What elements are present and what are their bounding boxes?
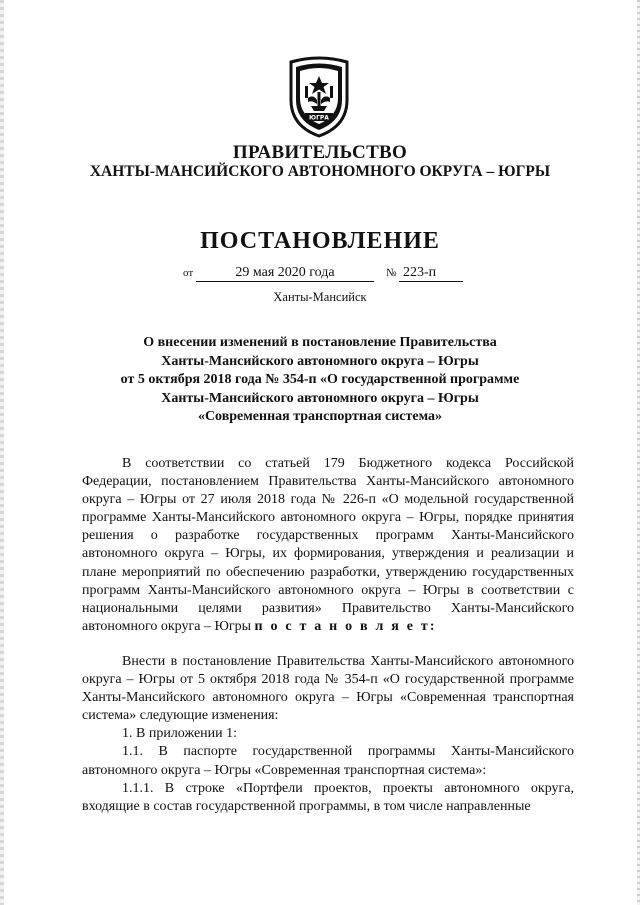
document-date: 29 мая 2020 года bbox=[196, 265, 374, 282]
document-type: ПОСТАНОВЛЕНИЕ bbox=[200, 228, 440, 254]
body-paragraph: 1.1. В паспорте государственной программы Ханты-Мансийского автономного округа – Югры «Современная транспортная система»: bbox=[82, 744, 574, 778]
resolves-word: п о с т а н о в л я е т: bbox=[254, 618, 437, 634]
document-body bbox=[82, 455, 574, 816]
coat-of-arms-icon bbox=[281, 56, 357, 138]
number-prefix: № bbox=[386, 267, 397, 279]
body-paragraph: 1. В приложении 1: bbox=[122, 726, 238, 742]
preamble-paragraph bbox=[82, 455, 574, 636]
region-name: ХАНТЫ-МАНСИЙСКОГО АВТОНОМНОГО ОКРУГА – ЮГРЫ bbox=[89, 163, 551, 180]
document-subject bbox=[60, 334, 580, 427]
body-paragraph: Внести в постановление Правительства Ханты-Мансийского автономного округа – Югры от 5 октября 2018 года № 354-п «О государственной программе Ханты-Мансийского автономного округа – Югры «Современная транспортная система» следующие изменения: bbox=[82, 653, 574, 724]
date-number-row bbox=[0, 266, 640, 286]
subject-line: О внесении изменений в постановление Правительства bbox=[143, 335, 497, 350]
document-number: 223-п bbox=[399, 265, 463, 282]
emblem-label: ЮГРА bbox=[309, 114, 329, 122]
subject-line: от 5 октября 2018 года № 354-п «О государственной программе bbox=[120, 372, 520, 387]
subject-line: Ханты-Мансийского автономного округа – Югры bbox=[161, 390, 479, 406]
body-paragraph: 1.1.1. В строке «Портфели проектов, проекты автономного округа, входящие в состав государственной программы, в том числе направленные bbox=[82, 780, 574, 814]
preamble-text: В соответствии со статьей 179 Бюджетного кодекса Российской Федерации, постановлением Правительства Ханты-Мансийского автономного округа – Югры от 27 июля 2018 года № 226-п «О модельной государственной программе Ханты-Мансийского автономного округа – Югры, порядке принятия решения о разработке государственных программ Ханты-Мансийского автономного округа – Югры, их формирования, утверждения и реализации и плане мероприятий по обеспечению разработки, утверждению государственных программ Ханты-Мансийского автономного округа – Югры в соответствии с национальными целями развития» Правительство Ханты-Мансийского автономного округа – Югры bbox=[82, 456, 574, 634]
subject-line: «Современная транспортная система» bbox=[197, 409, 443, 424]
date-prefix: от bbox=[183, 267, 194, 279]
scan-edge-left bbox=[0, 0, 4, 905]
city: Ханты-Мансийск bbox=[273, 290, 367, 304]
subject-line: Ханты-Мансийского автономного округа – Югры bbox=[161, 353, 479, 369]
government-title: ПРАВИТЕЛЬСТВО bbox=[232, 142, 408, 163]
